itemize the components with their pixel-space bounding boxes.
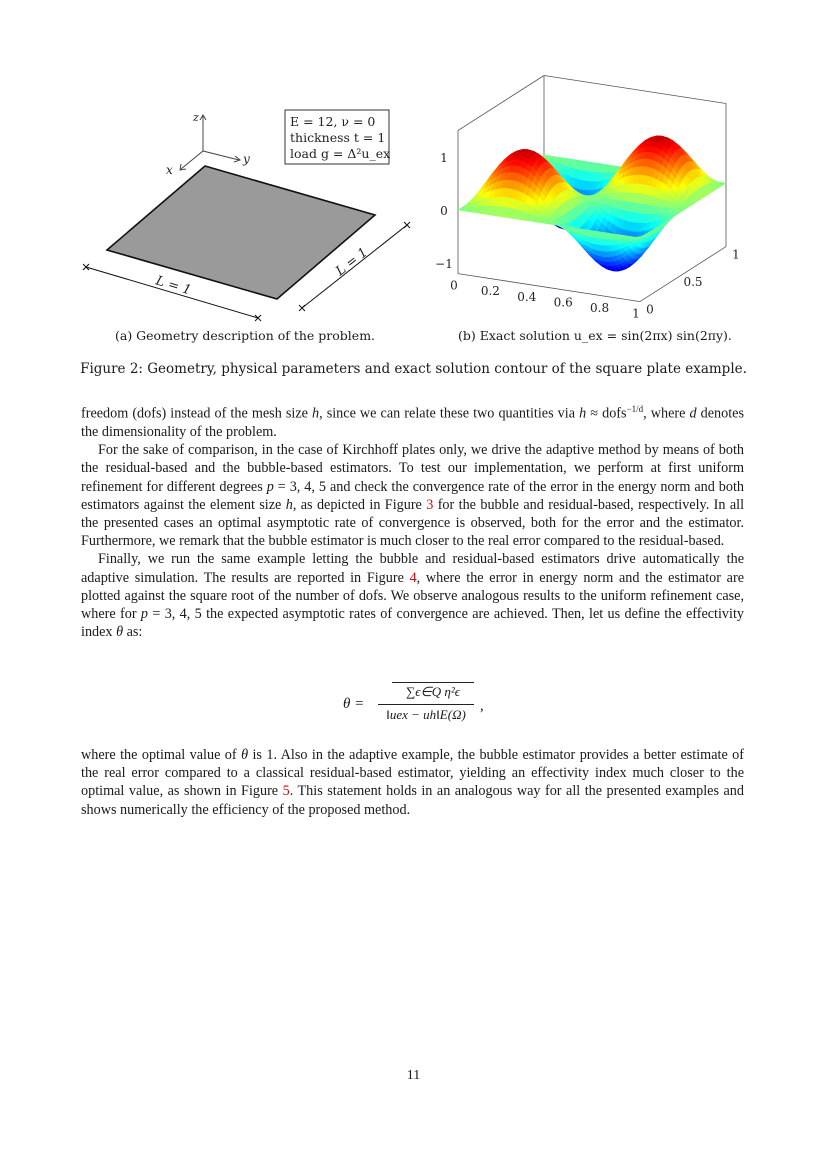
figure-2 [0,0,827,350]
effectivity-index-equation [0,682,827,732]
square-plate [107,166,375,299]
y-axis [203,151,239,160]
x-axis [181,151,203,169]
box-edge [458,76,544,131]
length-label-bottom: L = 1 [153,273,193,299]
x-tick-label: 0.2 [480,284,500,299]
coordinate-axes [180,115,240,170]
figure-5-link[interactable]: 5 [282,783,290,800]
box-edge [544,76,726,104]
equation-numerator: ∑ϵ∈Q η²ϵ [392,682,474,700]
paragraph-3: Finally, we run the same example letting the bubble and residual-based estimators drive automatically the adaptive simulation. The results are reported in Figure 4, where the error in energy norm and the estimator are plotted against the square root of the number of dofs. We observe analogous results to the uniform refinement case, where for p = 3, 4, 5 the expected asymptotic rates of convergence are achieved. Then, let us define the effectivity index θ as: [81,551,745,641]
y-axis-label: y [243,152,250,166]
geometry-figure [83,110,410,321]
z-tick-label: −1 [435,257,453,271]
equation-comma: , [480,698,484,714]
x-axis-label: x [166,163,173,177]
paragraph-2: For the sake of comparison, in the case of Kirchhoff plates only, we drive the adaptive method by means of both the residual-based and the bubble-based estimators. To test our implementation, we perform at first uniform refinement for different degrees p = 3, 4, 5 and check the convergence rate of the error in the energy norm and both estimators against the element size h, as depicted in Figure 3 for the bubble and residual-based, respectively. In all the presented cases an optimal asymptotic rate of convergence is observed, both for the error and the estimator. Furthermore, we remark that the bubble estimator is much closer to the real error compared to the residual-based. [81,442,745,550]
param-load: load g = Δ²u_ex [290,146,391,161]
z-tick-label: 0 [440,204,448,218]
z-tick-label: 1 [440,151,448,165]
x-tick-label: 0.6 [553,295,573,310]
body-text [81,400,744,641]
param-thickness: thickness t = 1 [290,130,386,145]
subfigure-a-caption: (a) Geometry description of the problem. [115,328,376,343]
x-tick-label: 1 [632,306,640,321]
equation-lhs: θ = [343,696,365,712]
body-text-after-equation [81,746,744,819]
figure-4-link[interactable]: 4 [409,569,417,586]
x-tick-label: 0 [450,278,458,293]
equation-fraction [378,682,474,723]
figure-3-link[interactable]: 3 [426,496,434,513]
paragraph-1: freedom (dofs) instead of the mesh size h, since we can relate these two quantities via h ≈ dofs$^{-1/d}$, where d denotes the dimensionality of the problem. [81,404,745,440]
figure-caption: Figure 2: Geometry, physical parameters and exact solution contour of the square plate example. [80,361,747,377]
surface-mesh [458,136,726,271]
x-tick-label: 0.4 [517,289,537,304]
paragraph-4: where the optimal value of θ is 1. Also in the adaptive example, the bubble estimator provides a better estimate of the real error compared to a classical residual-based estimator, yielding an effectivity index much closer to the optimal value, as shown in Figure 5. This statement holds in an analogous way for all the presented examples and shows numerically the efficiency of the proposed method. [81,747,744,818]
exact-solution-surface-plot [435,76,740,321]
equation-denominator: ‖uex − uh‖E(Ω) [378,704,474,723]
z-axis-label: z [193,111,199,124]
y-tick-label: 0 [646,302,654,317]
y-tick-label: 1 [732,247,740,262]
page-number: 11 [406,1068,421,1083]
x-tick-label: 0.8 [590,301,610,315]
y-tick-label: 0.5 [683,275,703,290]
subfigure-b-caption: (b) Exact solution u_ex = sin(2πx) sin(2πy). [458,328,732,343]
param-young: E = 12, ν = 0 [290,114,376,129]
y-axis-line [640,247,726,302]
length-label-right: L = 1 [333,245,371,280]
